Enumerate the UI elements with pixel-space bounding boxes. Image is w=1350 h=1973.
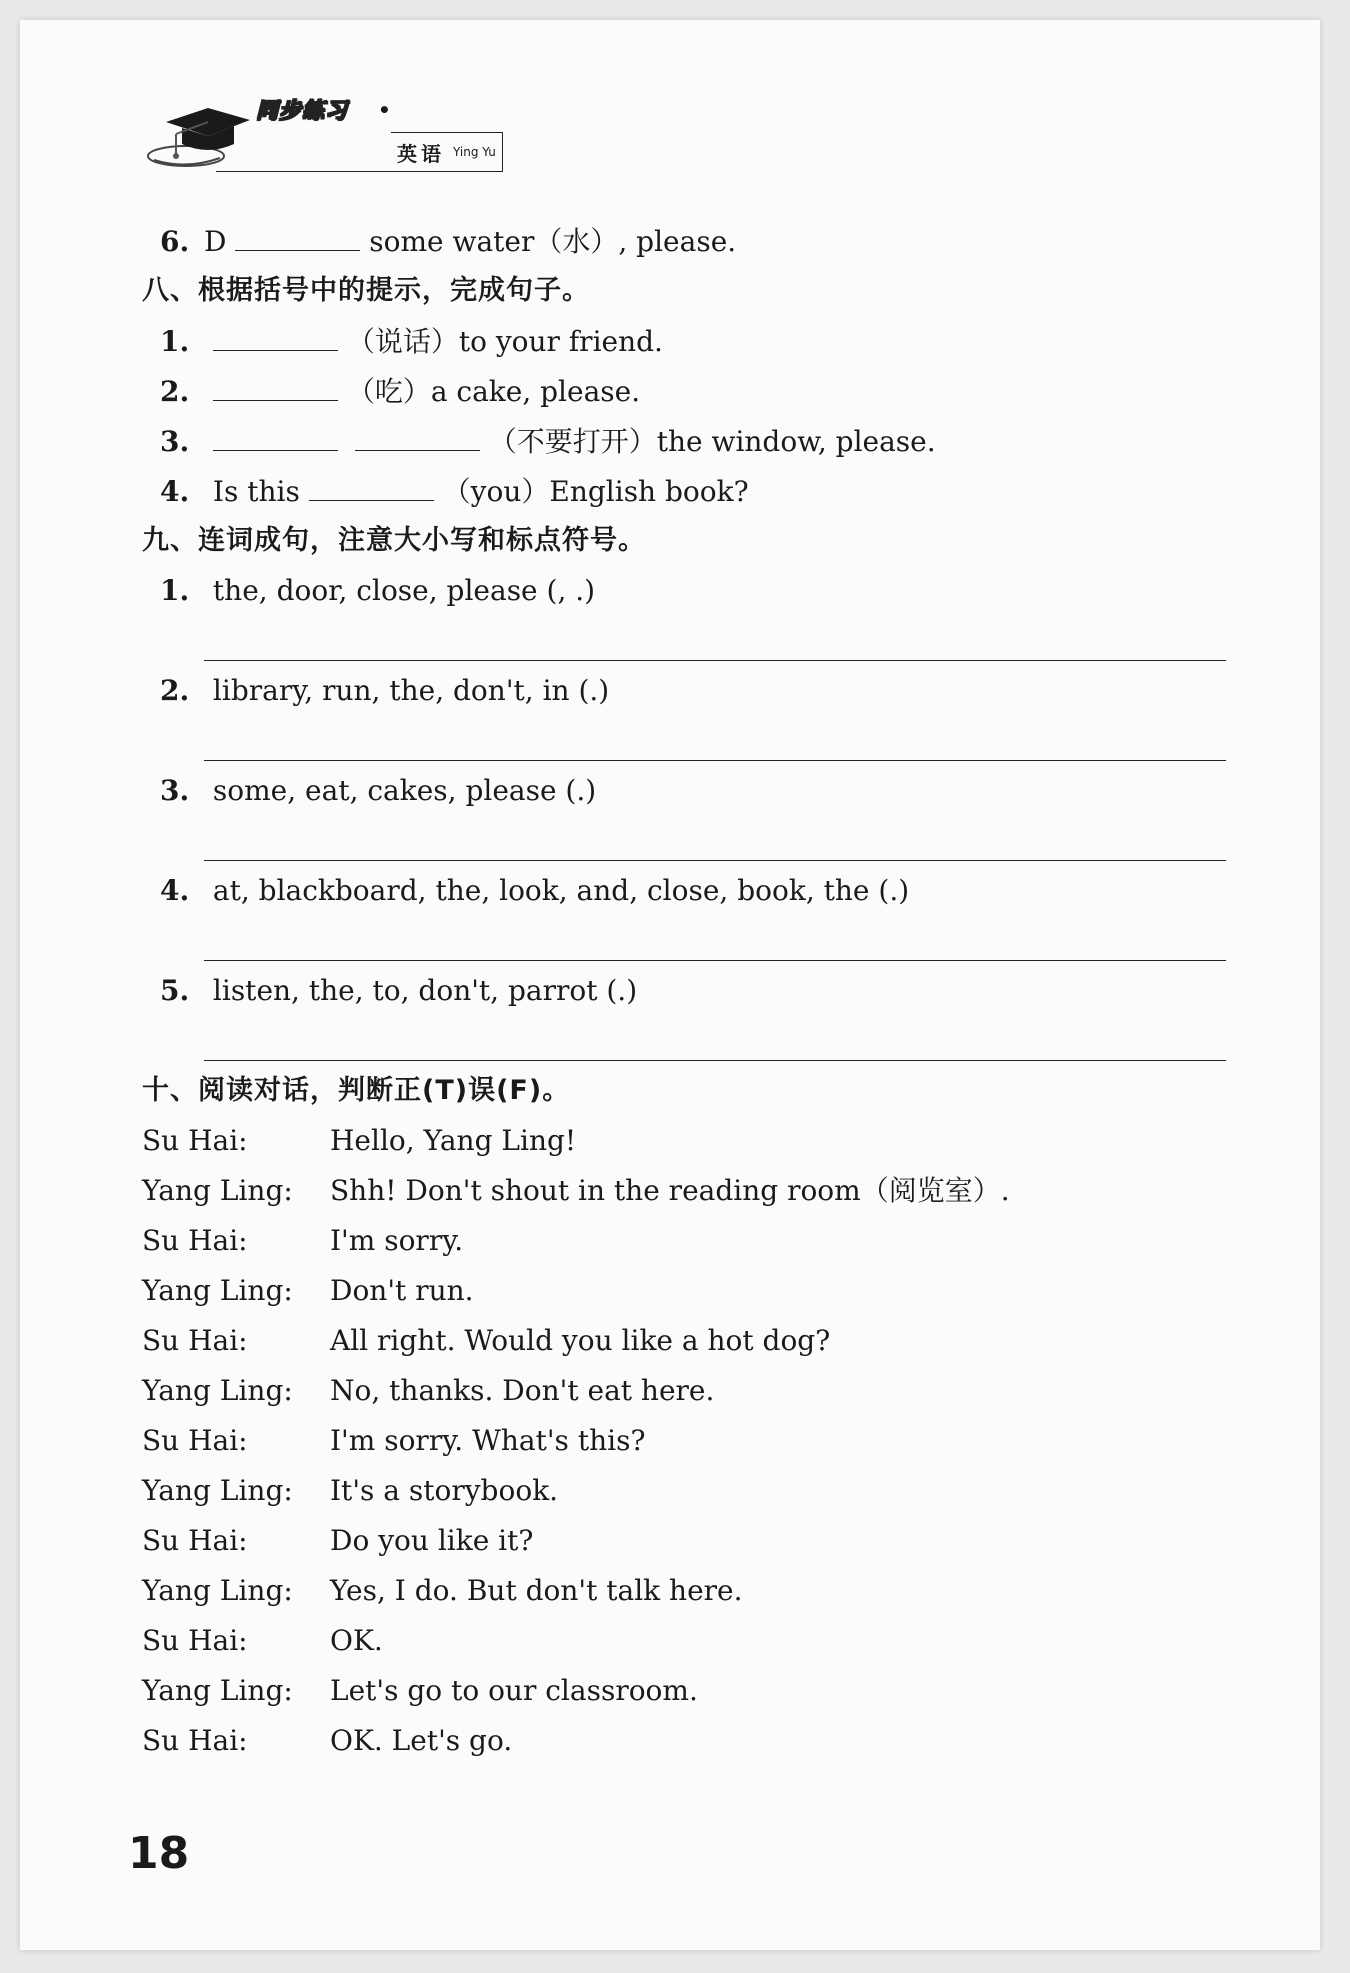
speaker-name: Su Hai: — [142, 1324, 248, 1357]
dialogue-line — [142, 1424, 645, 1458]
dialogue-text: Do you like it? — [330, 1524, 534, 1557]
item-number: 4. — [160, 874, 190, 907]
subject-cn: 英语 — [397, 141, 445, 166]
item-text: （吃）a cake, please. — [346, 375, 641, 408]
dialogue-line — [142, 1374, 714, 1408]
worksheet-page — [20, 20, 1320, 1950]
dialogue-text: I'm sorry. What's this? — [330, 1424, 646, 1457]
speaker-name: Yang Ling: — [142, 1574, 293, 1607]
dialogue-text: OK. Let's go. — [330, 1724, 513, 1757]
section8-item-3 — [160, 424, 936, 459]
item-number: 4. — [160, 475, 190, 508]
item-number: 3. — [160, 425, 190, 458]
dialogue-line — [142, 1624, 383, 1658]
dialogue-text: OK. — [330, 1624, 383, 1657]
answer-line[interactable] — [204, 860, 1226, 861]
answer-line[interactable] — [204, 1060, 1226, 1061]
dialogue-text: All right. Would you like a hot dog? — [330, 1324, 831, 1357]
speaker-name: Su Hai: — [142, 1724, 248, 1757]
dialogue-text: Hello, Yang Ling! — [330, 1124, 577, 1157]
speaker-name: Yang Ling: — [142, 1174, 293, 1207]
item-number: 1. — [160, 325, 190, 358]
speaker-name: Su Hai: — [142, 1424, 248, 1457]
dialogue-text: It's a storybook. — [330, 1474, 559, 1507]
page-number: 18 — [128, 1828, 190, 1879]
section9-item-5 — [160, 974, 637, 1008]
dialogue-line — [142, 1324, 830, 1358]
speaker-name: Su Hai: — [142, 1224, 248, 1257]
item-text: （不要打开）the window, please. — [488, 425, 936, 458]
answer-blank[interactable] — [235, 224, 360, 251]
section8-item-2 — [160, 374, 640, 409]
speaker-name: Su Hai: — [142, 1624, 248, 1657]
series-logo: 同步练习 — [256, 99, 349, 124]
answer-blank[interactable] — [355, 424, 480, 451]
speaker-name: Su Hai: — [142, 1124, 248, 1157]
dialogue-line — [142, 1724, 512, 1758]
dialogue-text: Let's go to our classroom. — [330, 1674, 698, 1707]
dialogue-line — [142, 1174, 1010, 1208]
answer-blank[interactable] — [309, 474, 434, 501]
item-text: library, run, the, don't, in (.) — [212, 674, 610, 707]
dialogue-text: Shh! Don't shout in the reading room（阅览室）. — [330, 1174, 1010, 1207]
dialogue-text: No, thanks. Don't eat here. — [330, 1374, 715, 1407]
item-number: 6. — [160, 225, 190, 258]
speaker-name: Yang Ling: — [142, 1674, 293, 1707]
item-number: 5. — [160, 974, 190, 1007]
item-text: （说话）to your friend. — [346, 325, 663, 358]
item-text: the, door, close, please (, .) — [212, 574, 596, 607]
section9-title: 九、连词成句，注意大小写和标点符号。 — [142, 525, 646, 556]
speaker-name: Yang Ling: — [142, 1474, 293, 1507]
item-text: （you）English book? — [442, 475, 749, 508]
item-text: listen, the, to, don't, parrot (.) — [212, 974, 638, 1007]
answer-line[interactable] — [204, 660, 1226, 661]
dialogue-text: I'm sorry. — [330, 1224, 464, 1257]
section9-item-1 — [160, 574, 595, 608]
item-number: 1. — [160, 574, 190, 607]
section8-item-1 — [160, 324, 663, 359]
section9-item-3 — [160, 774, 596, 808]
item-text: some, eat, cakes, please (.) — [212, 774, 597, 807]
dialogue-line — [142, 1524, 533, 1558]
section10-title: 十、阅读对话，判断正(T)误(F)。 — [142, 1075, 571, 1106]
header-rule — [216, 171, 396, 172]
answer-line[interactable] — [204, 960, 1226, 961]
dialogue-line — [142, 1474, 558, 1508]
item-prefix: D — [204, 225, 227, 258]
dialogue-line — [142, 1124, 576, 1158]
answer-line[interactable] — [204, 760, 1226, 761]
speaker-name: Yang Ling: — [142, 1374, 293, 1407]
item-text: some water（水）, please. — [369, 225, 737, 258]
dialogue-line — [142, 1274, 474, 1308]
section9-item-2 — [160, 674, 609, 708]
item-number: 2. — [160, 674, 190, 707]
page-header — [146, 78, 566, 182]
section8-title: 八、根据括号中的提示，完成句子。 — [142, 275, 590, 306]
top-item — [160, 224, 736, 259]
dialogue-line — [142, 1574, 743, 1608]
answer-blank[interactable] — [213, 424, 338, 451]
answer-blank[interactable] — [213, 374, 338, 401]
speaker-name: Yang Ling: — [142, 1274, 293, 1307]
section8-item-4 — [160, 474, 749, 509]
subject-pinyin: Ying Yu — [453, 145, 496, 159]
dialogue-text: Don't run. — [330, 1274, 474, 1307]
speaker-name: Su Hai: — [142, 1524, 248, 1557]
item-number: 2. — [160, 375, 190, 408]
item-number: 3. — [160, 774, 190, 807]
section9-item-4 — [160, 874, 909, 908]
subject-label — [391, 132, 503, 172]
item-text: at, blackboard, the, look, and, close, book, the (.) — [212, 874, 910, 907]
header-dot: • — [378, 98, 391, 122]
graduation-cap-icon — [146, 78, 256, 182]
answer-blank[interactable] — [213, 324, 338, 351]
dialogue-line — [142, 1224, 463, 1258]
dialogue-line — [142, 1674, 698, 1708]
dialogue-text: Yes, I do. But don't talk here. — [330, 1574, 743, 1607]
item-text: Is this — [212, 475, 300, 508]
